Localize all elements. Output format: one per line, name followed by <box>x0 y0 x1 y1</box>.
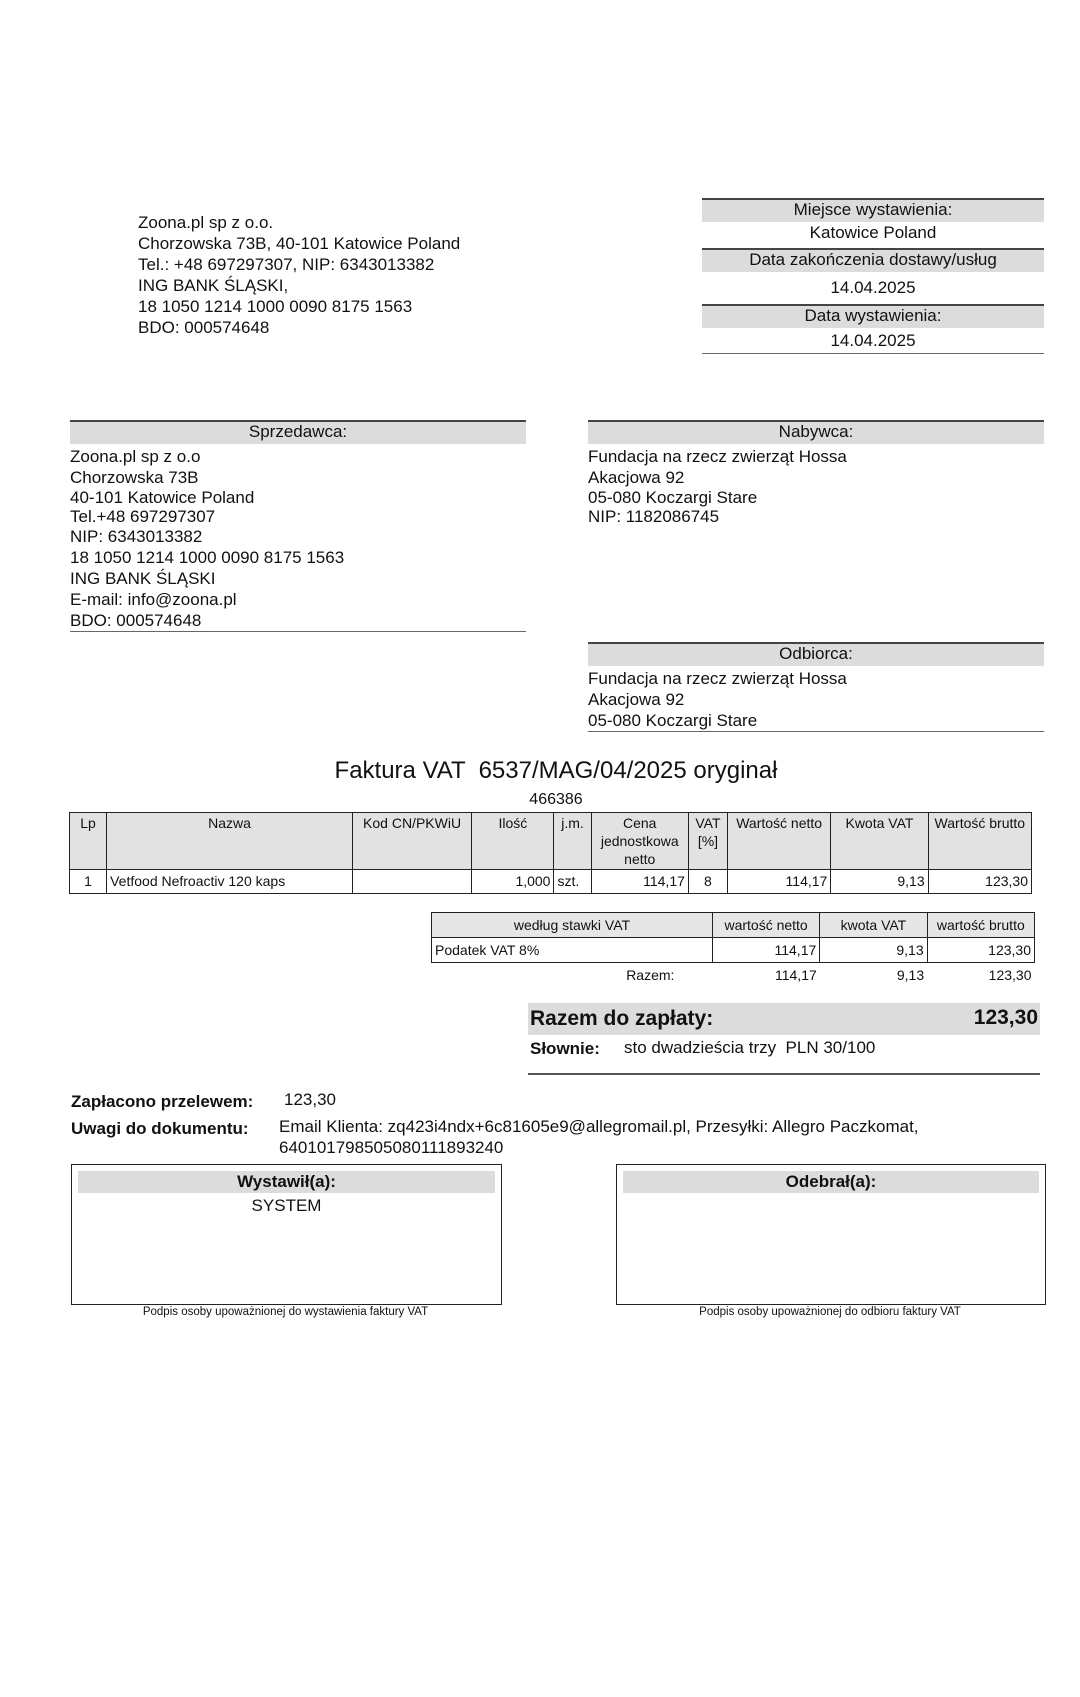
row-net: 114,17 <box>728 870 831 894</box>
amount-due-bar <box>528 1003 1040 1035</box>
seller-line: 18 1050 1214 1000 0090 8175 1563 <box>70 548 345 567</box>
recipient-line: Fundacja na rzecz zwierząt Hossa <box>588 669 847 688</box>
row-vat: 8 <box>688 870 727 894</box>
row-unit: szt. <box>554 870 591 894</box>
col-lp: Lp <box>70 813 107 870</box>
received-by-box <box>616 1164 1046 1305</box>
recipient-label: Odbiorca: <box>588 642 1044 666</box>
issuer-line: 18 1050 1214 1000 0090 8175 1563 <box>138 297 413 316</box>
col-gross: Wartość brutto <box>928 813 1031 870</box>
row-qty: 1,000 <box>472 870 554 894</box>
notes-value-line-2: 640101798505080111893240 <box>279 1138 504 1157</box>
table-row <box>70 870 1032 894</box>
issuer-line: ING BANK ŚLĄSKI, <box>138 276 289 295</box>
recipient-block <box>588 642 1044 732</box>
seller-line: E-mail: info@zoona.pl <box>70 590 237 609</box>
items-table <box>69 812 1032 894</box>
issuer-line: Zoona.pl sp z o.o. <box>138 213 274 232</box>
vat-row-vat: 9,13 <box>820 938 927 963</box>
vat-row <box>432 938 1035 963</box>
amount-due-value: 123,30 <box>973 1006 1038 1029</box>
buyer-line: Akacjowa 92 <box>588 468 685 487</box>
issue-date-label: Data wystawienia: <box>702 304 1044 328</box>
items-header-row <box>70 813 1032 870</box>
issued-by-caption: Podpis osoby upoważnionej do wystawienia faktury VAT <box>142 1306 429 1318</box>
vat-col-rate: według stawki VAT <box>432 913 713 938</box>
row-price: 114,17 <box>591 870 688 894</box>
vat-total-label: Razem: <box>626 967 675 983</box>
recipient-line: Akacjowa 92 <box>588 690 685 709</box>
notes-value-line-1: Email Klienta: zq423i4ndx+6c81605e9@allegromail.pl, Przesyłki: Allegro Paczkomat, <box>279 1117 919 1136</box>
vat-summary-table <box>431 912 1035 987</box>
vat-row-gross: 123,30 <box>927 938 1034 963</box>
notes-label: Uwagi do dokumentu: <box>71 1119 249 1138</box>
invoice-subnumber: 466386 <box>529 791 583 808</box>
row-gross: 123,30 <box>928 870 1031 894</box>
received-by-caption: Podpis osoby upoważnionej do odbioru faktury VAT <box>699 1306 961 1318</box>
paid-value: 123,30 <box>284 1090 336 1109</box>
col-name: Nazwa <box>107 813 353 870</box>
vat-col-gross: wartość brutto <box>927 913 1034 938</box>
issued-by-box <box>71 1164 502 1305</box>
seller-line: Tel.+48 697297307 <box>70 507 216 526</box>
col-net: Wartość netto <box>728 813 831 870</box>
amount-due-label: Razem do zapłaty: <box>530 1007 714 1030</box>
issuer-line: Chorzowska 73B, 40-101 Katowice Poland <box>138 234 461 253</box>
row-lp: 1 <box>70 870 107 894</box>
recipient-divider <box>588 731 1044 732</box>
seller-line: 40-101 Katowice Poland <box>70 488 255 507</box>
seller-line: BDO: 000574648 <box>70 611 202 630</box>
invoice-meta <box>702 198 1044 354</box>
vat-header-row <box>432 913 1035 938</box>
col-vat: VAT [%] <box>688 813 727 870</box>
seller-divider <box>70 631 526 632</box>
place-label: Miejsce wystawienia: <box>702 198 1044 222</box>
seller-label: Sprzedawca: <box>70 420 526 444</box>
buyer-line: 05-080 Koczargi Stare <box>588 488 758 507</box>
col-price: Cena jednostkowa netto <box>591 813 688 870</box>
seller-block <box>70 420 526 632</box>
meta-divider <box>702 353 1044 354</box>
col-vat-amount: Kwota VAT <box>831 813 928 870</box>
col-qty: Ilość <box>472 813 554 870</box>
issuer-line: BDO: 000574648 <box>138 318 270 337</box>
issuer-line: Tel.: +48 697297307, NIP: 6343013382 <box>138 255 435 274</box>
issuer-block <box>138 212 460 338</box>
issue-date-value: 14.04.2025 <box>830 331 916 350</box>
vat-col-vat: kwota VAT <box>820 913 927 938</box>
vat-row-rate: Podatek VAT 8% <box>432 938 713 963</box>
seller-line: Chorzowska 73B <box>70 468 199 487</box>
issued-by-value: SYSTEM <box>251 1196 322 1215</box>
col-unit: j.m. <box>554 813 591 870</box>
received-by-label: Odebrał(a): <box>623 1171 1039 1193</box>
paid-label: Zapłacono przelewem: <box>71 1092 254 1111</box>
vat-col-net: wartość netto <box>712 913 819 938</box>
seller-line: Zoona.pl sp z o.o <box>70 447 201 466</box>
buyer-label: Nabywca: <box>588 420 1044 444</box>
vat-total-vat: 9,13 <box>896 967 925 983</box>
delivery-date-label: Data zakończenia dostawy/usług <box>702 248 1044 272</box>
col-code: Kod CN/PKWiU <box>352 813 471 870</box>
seller-line: ING BANK ŚLĄSKI <box>70 569 216 588</box>
invoice-title: Faktura VAT 6537/MAG/04/2025 oryginał <box>334 757 778 784</box>
seller-line: NIP: 6343013382 <box>70 527 203 546</box>
vat-total-gross: 123,30 <box>988 967 1032 983</box>
row-name: Vetfood Nefroactiv 120 kaps <box>107 870 353 894</box>
vat-total-net: 114,17 <box>774 967 817 983</box>
buyer-line: NIP: 1182086745 <box>588 507 720 526</box>
row-code <box>352 870 471 894</box>
vat-row-net: 114,17 <box>712 938 819 963</box>
place-value: Katowice Poland <box>809 223 937 242</box>
vat-total-row <box>432 963 1035 988</box>
row-vat-amount: 9,13 <box>831 870 928 894</box>
amount-due-block <box>528 1003 1040 1075</box>
amount-due-divider <box>528 1073 1040 1075</box>
amount-words-label: Słownie: <box>530 1039 600 1058</box>
delivery-date-value: 14.04.2025 <box>830 278 916 297</box>
issued-by-label: Wystawił(a): <box>78 1171 495 1193</box>
recipient-line: 05-080 Koczargi Stare <box>588 711 758 730</box>
amount-words-value: sto dwadzieścia trzy PLN 30/100 <box>624 1038 876 1057</box>
buyer-line: Fundacja na rzecz zwierząt Hossa <box>588 447 847 466</box>
buyer-block <box>588 420 1044 526</box>
